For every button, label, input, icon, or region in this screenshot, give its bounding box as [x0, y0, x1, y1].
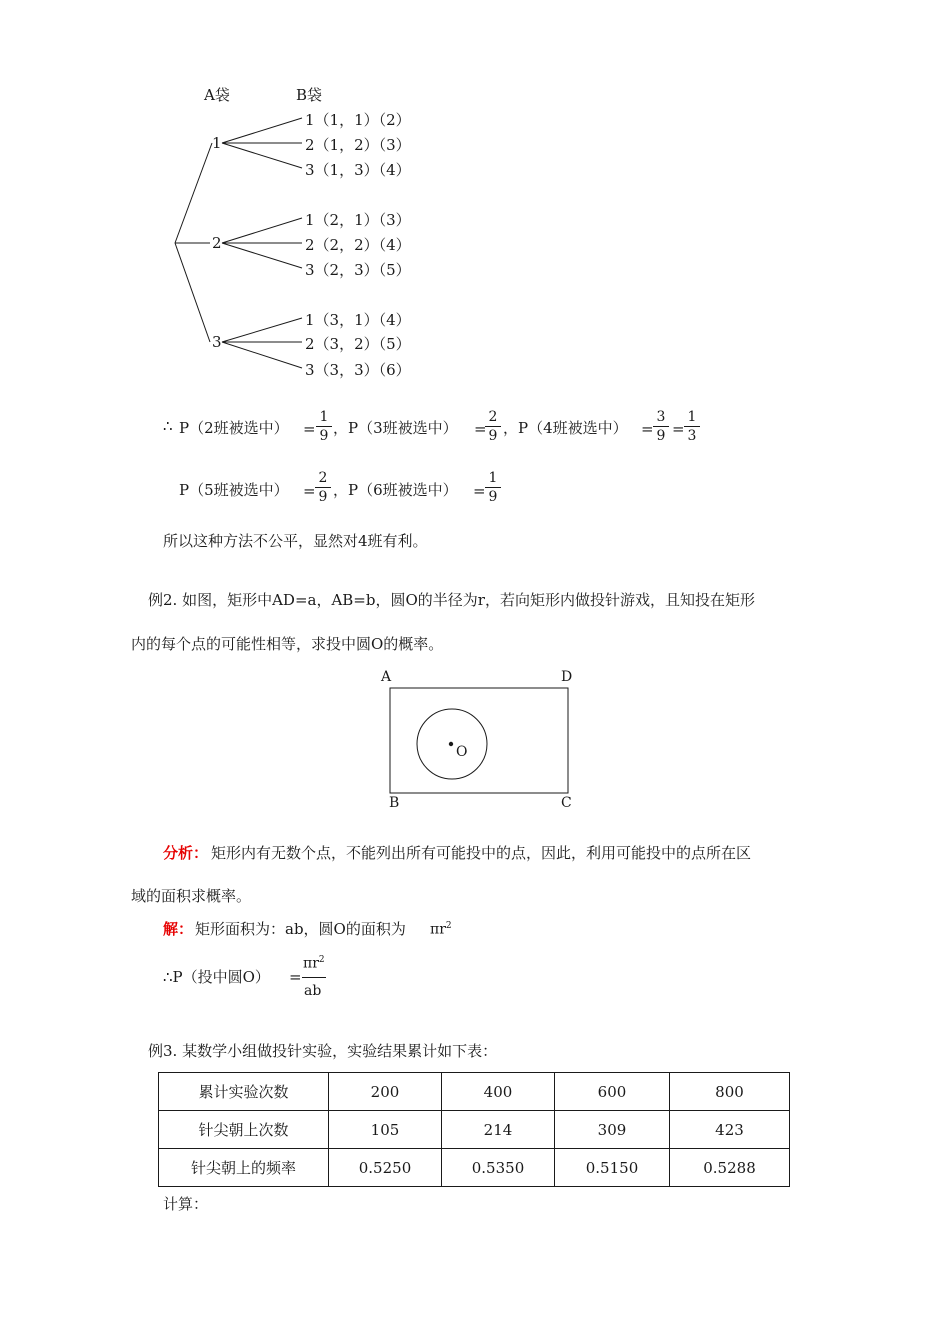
- numerator: 3: [656, 409, 666, 425]
- compute-label: 计算：: [163, 1195, 209, 1213]
- equals-sign: =: [289, 968, 302, 986]
- denominator: 9: [488, 428, 498, 444]
- fraction-numerator: [303, 955, 325, 972]
- tree-edge-3-1: [222, 318, 302, 342]
- table-cell: 0.5150: [555, 1149, 670, 1187]
- equals-sign: =: [474, 420, 487, 438]
- denominator: 3: [687, 428, 697, 444]
- tree-header-a: A袋: [204, 86, 230, 104]
- label-c: C: [561, 795, 572, 811]
- tree-node-3: 3: [212, 333, 222, 351]
- tree-edge-2-3: [222, 243, 302, 268]
- fraction-p5: [315, 470, 331, 505]
- analysis-label: 分析：: [163, 844, 209, 862]
- rectangle-circle-figure: [380, 680, 580, 805]
- therefore-symbol: ∴: [163, 417, 173, 435]
- tree-diagram-lines: [0, 0, 950, 400]
- center-point: [449, 742, 453, 746]
- tree-edge-2-1: [222, 218, 302, 243]
- tree-leaf: 3（2，3）（5）: [305, 261, 411, 279]
- fraction-p6: [485, 470, 501, 505]
- table-cell: 0.5250: [329, 1149, 442, 1187]
- table-cell: 600: [555, 1073, 670, 1111]
- p-circle-label: ∴P（投中圆O）: [163, 968, 270, 986]
- tree-edge-3-3: [222, 342, 302, 368]
- equals-sign: =: [303, 482, 316, 500]
- tree-leaf: 1（3，1）（4）: [305, 311, 411, 329]
- exponent: 2: [318, 955, 325, 965]
- tree-leaf: 2（3，2）（5）: [305, 335, 411, 353]
- p5-label: P（5班被选中）: [179, 481, 289, 499]
- numerator: 2: [488, 409, 498, 425]
- pi-r: πr: [430, 921, 446, 938]
- table-row: [159, 1149, 790, 1187]
- tree-edge-1-3: [222, 143, 302, 168]
- numerator: 1: [319, 409, 329, 425]
- example2-line1: 例2. 如图，矩形中AD=a，AB=b，圆O的半径为r，若向矩形内做投针游戏，且知投在矩形: [148, 591, 755, 609]
- tree-leaf: 1（1，1）（2）: [305, 111, 411, 129]
- experiment-table: [158, 1072, 790, 1187]
- numerator: 1: [488, 470, 498, 486]
- label-b: B: [389, 795, 400, 811]
- pi-r-squared: [430, 921, 452, 938]
- denominator: 9: [319, 428, 329, 444]
- numerator: 1: [687, 409, 697, 425]
- table-row: [159, 1073, 790, 1111]
- tree-leaf: 2（1，2）（3）: [305, 136, 411, 154]
- table-cell: 400: [442, 1073, 555, 1111]
- denominator: 9: [656, 428, 666, 444]
- tree-root-edge-1: [175, 143, 212, 243]
- fraction-denominator: ab: [304, 983, 322, 999]
- analysis-line2: 域的面积求概率。: [131, 887, 252, 905]
- p2-label: P（2班被选中）: [179, 419, 289, 437]
- label-d: D: [561, 669, 573, 685]
- table-cell: 214: [442, 1111, 555, 1149]
- table-cell: 105: [329, 1111, 442, 1149]
- example2-line2: 内的每个点的可能性相等，求投中圆O的概率。: [131, 635, 444, 653]
- table-cell: 309: [555, 1111, 670, 1149]
- table-row: [159, 1111, 790, 1149]
- fraction-p4-simplified: [684, 409, 700, 444]
- equals-sign: =: [672, 420, 685, 438]
- equals-sign: =: [473, 482, 486, 500]
- tree-edge-1-1: [222, 118, 302, 143]
- row-header: 累计实验次数: [159, 1073, 329, 1111]
- table-cell: 800: [670, 1073, 790, 1111]
- fraction-p2: [316, 409, 332, 444]
- table-cell: 423: [670, 1111, 790, 1149]
- row-header: 针尖朝上次数: [159, 1111, 329, 1149]
- label-o: O: [456, 744, 468, 760]
- denominator: 9: [488, 489, 498, 505]
- table-cell: 0.5350: [442, 1149, 555, 1187]
- equals-sign: =: [303, 420, 316, 438]
- solution-text: 矩形面积为：ab，圆O的面积为: [195, 920, 406, 938]
- denominator: 9: [318, 489, 328, 505]
- exponent: 2: [445, 921, 452, 931]
- label-a: A: [381, 669, 392, 685]
- fraction-p3: [485, 409, 501, 444]
- table-cell: 0.5288: [670, 1149, 790, 1187]
- tree-header-b: B袋: [296, 86, 323, 104]
- p6-label: ，P（6班被选中）: [333, 481, 458, 499]
- row-header: 针尖朝上的频率: [159, 1149, 329, 1187]
- tree-leaf: 1（2，1）（3）: [305, 211, 411, 229]
- equals-sign: =: [641, 420, 654, 438]
- tree-node-1: 1: [212, 134, 222, 152]
- fraction-bar: [302, 977, 326, 978]
- pi-r: πr: [303, 955, 319, 972]
- tree-root-edge-3: [175, 243, 210, 342]
- example3-intro: 例3. 某数学小组做投针实验，实验结果累计如下表：: [148, 1042, 498, 1060]
- conclusion-text: 所以这种方法不公平，显然对4班有利。: [163, 532, 428, 550]
- tree-leaf: 3（3，3）（6）: [305, 361, 411, 379]
- numerator: 2: [318, 470, 328, 486]
- fraction-p4: [653, 409, 669, 444]
- analysis-line1: 矩形内有无数个点，不能列出所有可能投中的点，因此，利用可能投中的点所在区: [211, 844, 752, 862]
- table-cell: 200: [329, 1073, 442, 1111]
- solution-label: 解：: [163, 920, 194, 938]
- p3-label: ，P（3班被选中）: [333, 419, 458, 437]
- p4-label: ，P（4班被选中）: [503, 419, 628, 437]
- tree-node-2: 2: [212, 234, 222, 252]
- tree-leaf: 2（2，2）（4）: [305, 236, 411, 254]
- tree-leaf: 3（1，3）（4）: [305, 161, 411, 179]
